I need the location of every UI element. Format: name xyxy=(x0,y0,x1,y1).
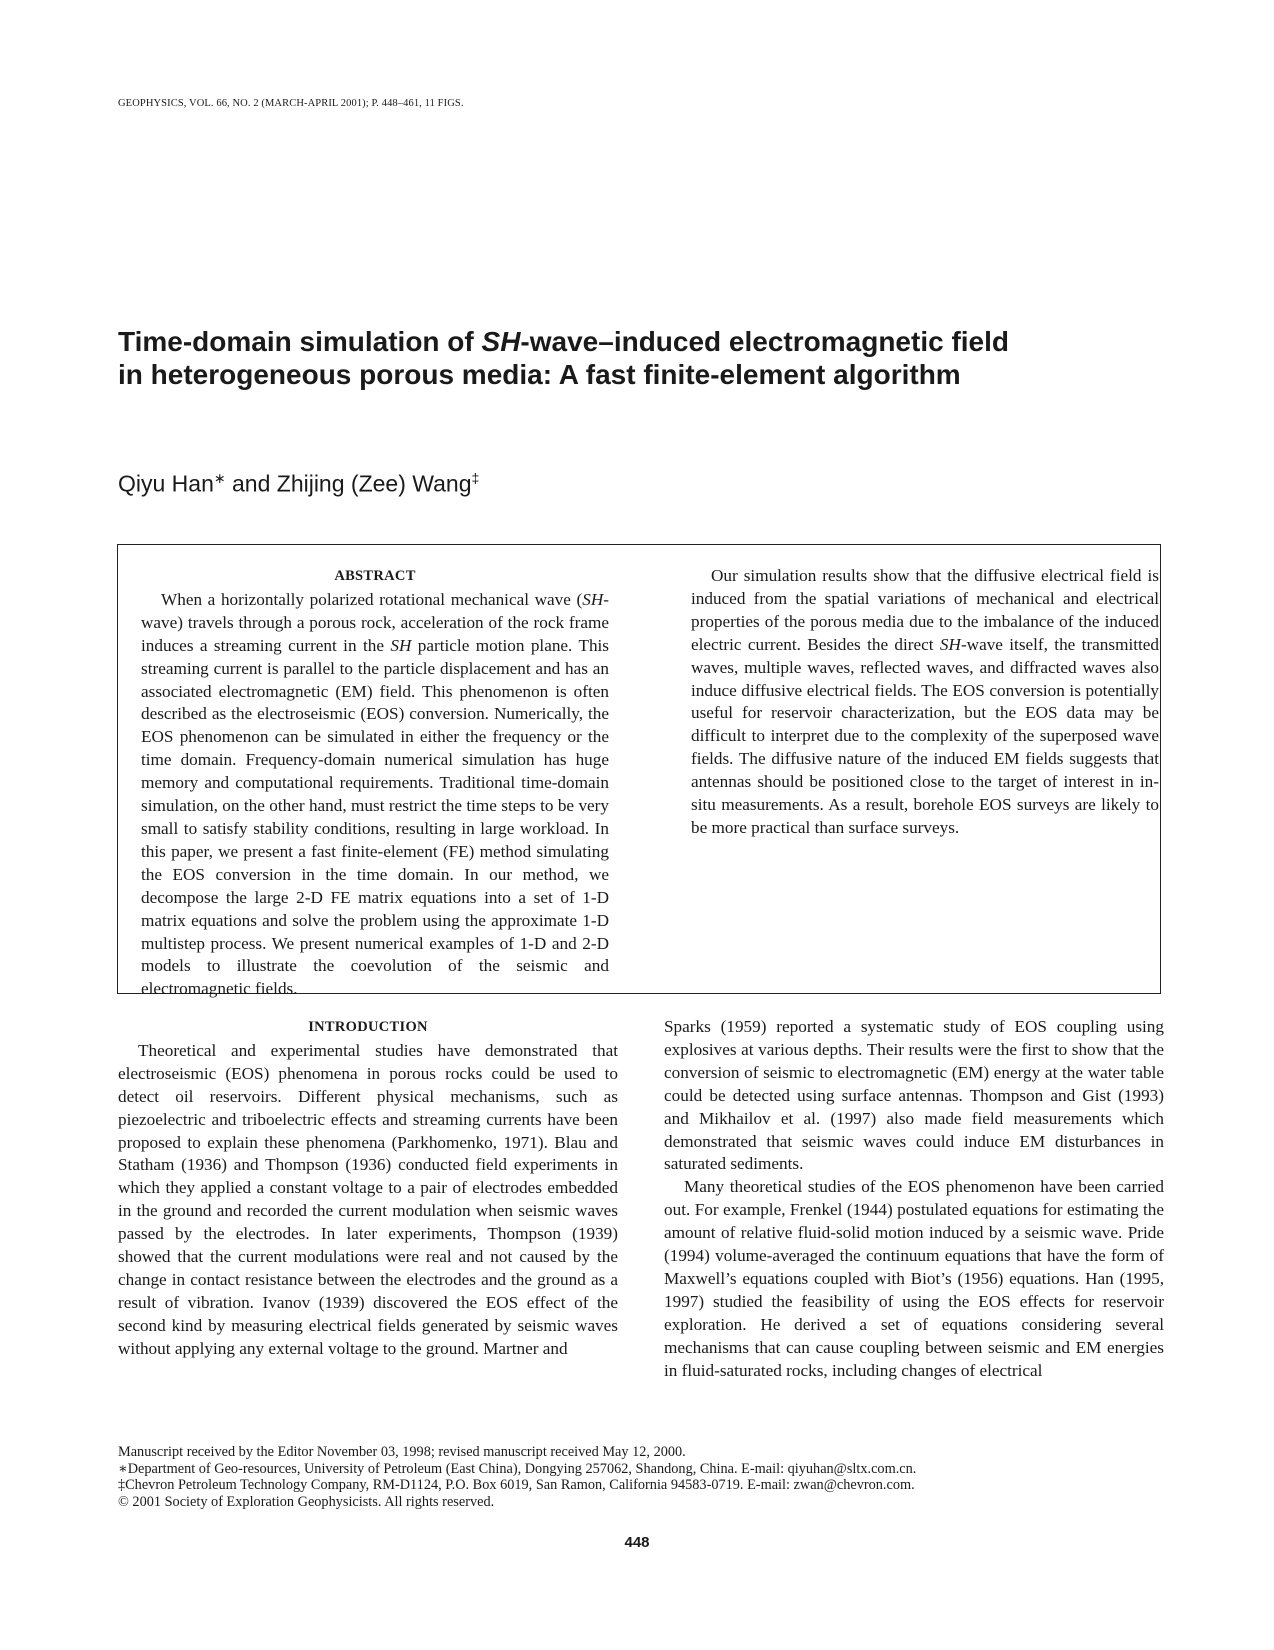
abstract-p2-a: Our simulation results show that the diffusive electrical field is induced from the spatial variations of mechanical and electrical properties of the porous media due to the imbalance of the induced electric current. Besides the direct xyxy=(691,566,1159,654)
article-title xyxy=(118,325,1118,391)
footnote-affiliation-2: ‡Chevron Petroleum Technology Company, RM-D1124, P.O. Box 6019, San Ramon, California 94583-0719. E-mail: zwan@chevron.com. xyxy=(118,1477,915,1494)
abstract-p1-c: particle motion plane. This streaming current is parallel to the particle displacement and has an associated electromagnetic (EM) field. This phenomenon is often described as the electroseismic (EOS) conversion. Numerically, the EOS phenomenon can be simulated in either the frequency or the time domain. Frequency-domain numerical simulation has huge memory and computational requirements. Traditional time-domain simulation, on the other hand, must restrict the time steps to be very small to satisfy stability conditions, resulting in large workload. In this paper, we present a fast finite-element (FE) method simulating the EOS conversion in the time domain. In our method, we decompose the large 2-D FE matrix equations into a set of 1-D matrix equations and solve the problem using the approximate 1-D multistep process. We present numerical examples of 1-D and 2-D models to illustrate the coevolution of the seismic and electromagnetic fields. xyxy=(141,635,609,999)
footnote-copyright: © 2001 Society of Exploration Geophysicists. All rights reserved. xyxy=(118,1493,495,1510)
title-part-2: -wave–induced electromagnetic field xyxy=(520,326,1010,357)
author-connector: and xyxy=(225,470,277,497)
title-part-1: Time-domain simulation of xyxy=(118,326,482,357)
intro-paragraph-2: Many theoretical studies of the EOS phenomenon have been carried out. For example, Frenkel (1944) postulated equations for estimating the amount of relative fluid-solid motion induced by a seismic wave. Pride (1994) volume-averaged the continuum equations that have the form of Maxwell’s equations coupled with Biot’s (1956) equations. Han (1995, 1997) studied the feasibility of using the EOS effects for reservoir exploration. He derived a set of equations considering several mechanisms that can cause coupling between seismic and EM energies in fluid-saturated rocks, including changes of electrical xyxy=(664,1177,1164,1380)
intro-paragraph-1-left: Theoretical and experimental studies have demonstrated that electroseismic (EOS) phenomena in porous rocks could be used to detect oil reservoirs. Different physical mechanisms, such as piezoelectric and triboelectric effects and streaming currents have been proposed to explain these phenomena (Parkhomenko, 1971). Blau and Statham (1936) and Thompson (1936) conducted field experiments in which they applied a constant voltage to a pair of electrodes embedded in the ground and recorded the current modulation when seismic waves passed by the electrodes. In later experiments, Thompson (1939) showed that the current modulations were real and not caused by the change in contact resistance between the electrodes and the ground as a result of vibration. Ivanov (1939) discovered the EOS effect of the second kind by measuring electrical fields generated by seismic waves without applying any external voltage to the ground. Martner and xyxy=(118,1040,618,1358)
abstract-heading: ABSTRACT xyxy=(334,568,416,584)
introduction-heading: INTRODUCTION xyxy=(308,1019,428,1035)
abstract-p1-b: -wave) travels through a porous rock, acceleration of the rock frame induces a streaming current in the xyxy=(141,589,609,655)
author-1: Qiyu Han xyxy=(118,470,214,497)
page-number: 448 xyxy=(624,1534,650,1551)
abstract-p2-b: -wave itself, the transmitted waves, multiple waves, reflected waves, and diffracted waves also induce diffusive electrical fields. The EOS conversion is potentially useful for reservoir characterization, but the EOS data may be difficult to interpret due to the complexity of the superposed wave fields. The diffusive nature of the induced EM fields suggests that antennas should be positioned close to the target of interest in in-situ measurements. As a result, borehole EOS surveys are likely to be more practical than surface surveys. xyxy=(691,634,1159,837)
abstract-p2-sh: SH xyxy=(939,634,961,654)
abstract-right-column xyxy=(691,565,1159,840)
abstract-left-column xyxy=(141,565,609,1001)
title-italic-sh: SH xyxy=(481,326,521,357)
journal-citation-header: GEOPHYSICS, VOL. 66, NO. 2 (MARCH-APRIL 2001); P. 448–461, 11 FIGS. xyxy=(118,98,464,109)
abstract-paragraph-1 xyxy=(141,589,609,1001)
author-1-mark: ∗ xyxy=(213,470,226,486)
author-2: Zhijing (Zee) Wang xyxy=(276,470,472,497)
abstract-p1-sh-1: SH xyxy=(582,589,604,609)
abstract-box xyxy=(117,544,1161,999)
footnote-affiliation-1: ∗Department of Geo-resources, University of Petroleum (East China), Dongying 257062, Shandong, China. E-mail: qiyuhan@sltx.com.cn. xyxy=(118,1460,917,1477)
author-2-mark: ‡ xyxy=(471,470,480,486)
body-left-column xyxy=(118,1016,618,1361)
abstract-p1-a: When a horizontally polarized rotational mechanical wave ( xyxy=(161,589,583,609)
footnote-received: Manuscript received by the Editor November 03, 1998; revised manuscript received May 12, 2000. xyxy=(118,1444,686,1460)
abstract-p1-sh-2: SH xyxy=(390,635,412,655)
intro-paragraph-1-right: Sparks (1959) reported a systematic study of EOS coupling using explosives at various depths. Their results were the first to show that the conversion of seismic to electromagnetic (EM) energy at the water table could be detected using surface antennas. Thompson and Gist (1993) and Mikhailov et al. (1997) also made field measurements which demonstrated that seismic waves could induce EM disturbances in saturated sediments. xyxy=(664,1017,1164,1174)
author-line xyxy=(118,470,479,498)
title-line-2: in heterogeneous porous media: A fast finite-element algorithm xyxy=(118,359,961,390)
body-right-column xyxy=(664,1016,1164,1383)
abstract-paragraph-2 xyxy=(691,565,1159,840)
footnotes xyxy=(118,1444,1168,1510)
